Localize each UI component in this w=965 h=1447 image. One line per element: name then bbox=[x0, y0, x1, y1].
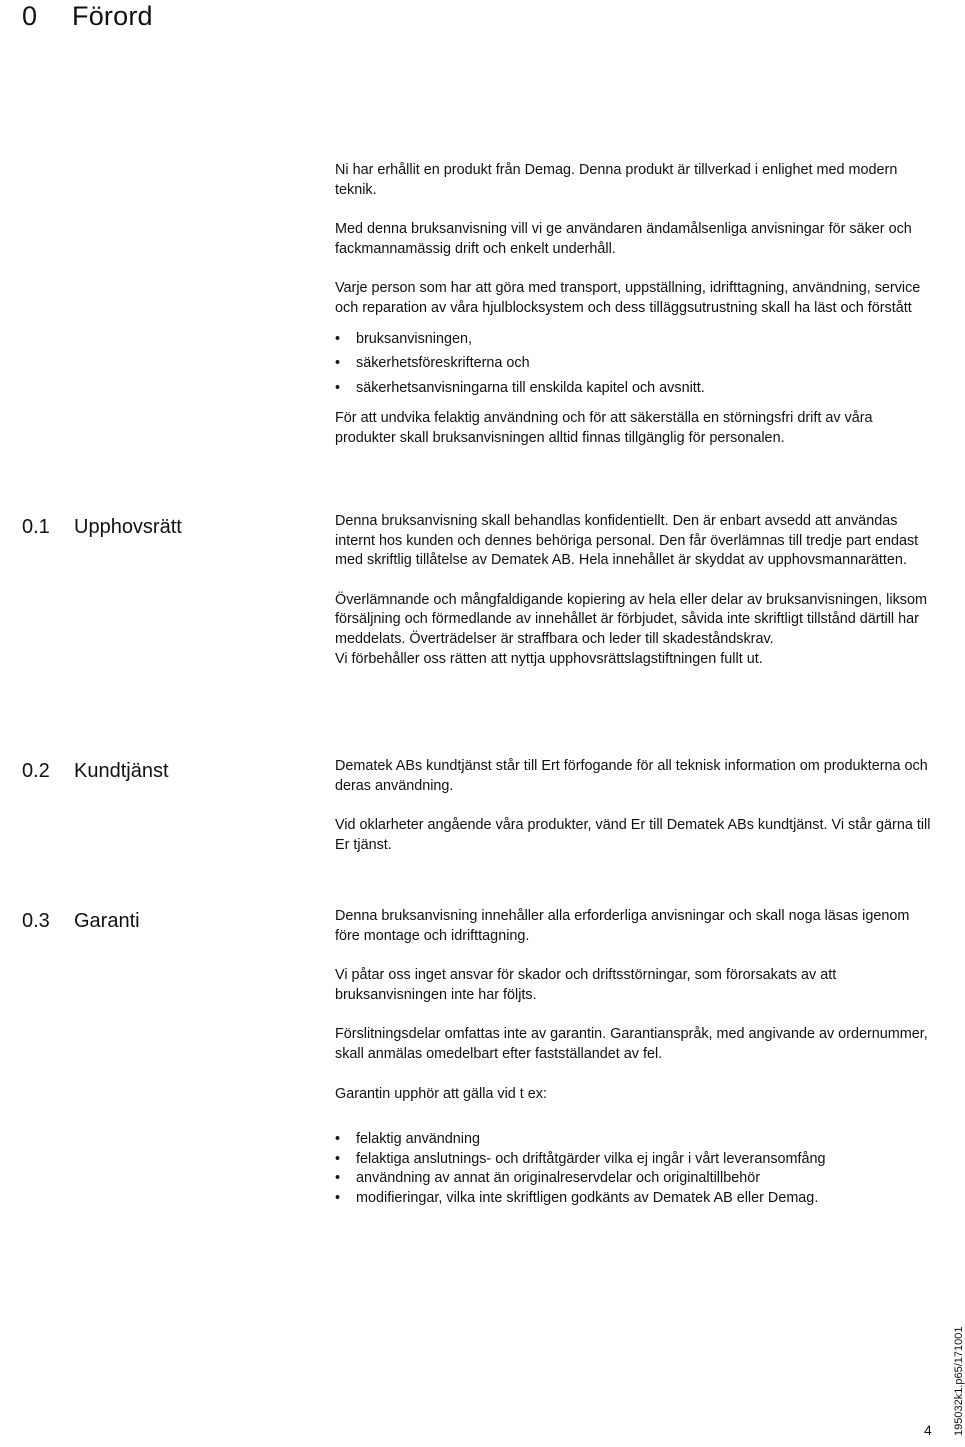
bullet-icon: • bbox=[335, 1131, 341, 1148]
section-number: 0.2 bbox=[22, 760, 50, 782]
section-heading-kundtjanst bbox=[22, 759, 169, 783]
bullet-icon: • bbox=[335, 1170, 341, 1187]
section-heading-garanti bbox=[22, 909, 140, 933]
bullet-icon: • bbox=[335, 379, 341, 396]
section-title: Garanti bbox=[74, 910, 140, 932]
intro-paragraph-2: Med denna bruksanvisning vill vi ge användaren ändamålsenliga anvisningar för säker och fackmannamässig drift och enkelt underhåll. bbox=[335, 221, 912, 257]
list-item-text: säkerhetsanvisningarna till enskilda kapitel och avsnitt. bbox=[356, 379, 705, 396]
bullet-icon: • bbox=[335, 1189, 341, 1206]
section-title: Upphovsrätt bbox=[74, 516, 182, 538]
kundtjanst-paragraph-2: Vid oklarheter angående våra produkter, vänd Er till Dematek ABs kundtjänst. Vi står gärna till Er tjänst. bbox=[335, 817, 931, 853]
list-item bbox=[335, 330, 935, 350]
list-item-text: modifieringar, vilka inte skriftligen godkänts av Dematek AB eller Demag. bbox=[356, 1189, 819, 1206]
kundtjanst-paragraph-1: Dematek ABs kundtjänst står till Ert förfogande för all teknisk information om produkterna och deras användning. bbox=[335, 758, 928, 794]
list-item-text: felaktig användning bbox=[356, 1131, 481, 1148]
list-item-text: användning av annat än originalreservdelar och originaltillbehör bbox=[356, 1170, 760, 1187]
section-title: Kundtjänst bbox=[74, 760, 169, 782]
section-number: 0.1 bbox=[22, 516, 50, 538]
section-heading-upphovsratt bbox=[22, 515, 182, 539]
garanti-paragraph-3: Förslitningsdelar omfattas inte av garantin. Garantianspråk, med angivande av ordernummer, skall anmälas omedelbart efter fastställandet av fel. bbox=[335, 1026, 928, 1062]
list-item bbox=[335, 1130, 935, 1150]
garanti-paragraph-1: Denna bruksanvisning innehåller alla erforderliga anvisningar och skall noga läsas igenom före montage och idrifttagning. bbox=[335, 908, 910, 944]
list-item bbox=[335, 1189, 935, 1209]
garanti-paragraph-4: Garantin upphör att gälla vid t ex: bbox=[335, 1085, 547, 1102]
garanti-list bbox=[335, 1130, 935, 1208]
intro-paragraph-4: För att undvika felaktig användning och för att säkerställa en störningsfri drift av våra produkter skall bruksanvisningen alltid finnas tillgänglig för personalen. bbox=[335, 410, 873, 446]
section-upphovsratt-body bbox=[335, 512, 935, 669]
list-item bbox=[335, 1169, 935, 1189]
bullet-icon: • bbox=[335, 355, 341, 372]
page-number: 4 bbox=[924, 1422, 932, 1438]
list-item-text: felaktiga anslutnings- och driftåtgärder vilka ej ingår i vårt leveransomfång bbox=[356, 1150, 826, 1167]
list-item bbox=[335, 1150, 935, 1170]
garanti-paragraph-2: Vi påtar oss inget ansvar för skador och driftsstörningar, som förorsakats av att bruksanvisningen inte har följts. bbox=[335, 967, 837, 1003]
section-kundtjanst-body bbox=[335, 757, 935, 855]
intro-block bbox=[335, 161, 935, 449]
upphovsratt-paragraph-2: Överlämnande och mångfaldigande kopiering av hela eller delar av bruksanvisningen, liksom försäljning och förmedlande av innehållet är förbjudet, såvida inte skriftligt tillstånd därtill har meddelats. Överträdelser är straffbara och leder till skadeståndskrav. bbox=[335, 591, 927, 647]
document-code: 195032k1.p65/171001 bbox=[953, 1326, 965, 1436]
list-item-text: säkerhetsföreskrifterna och bbox=[356, 355, 530, 372]
list-item bbox=[335, 354, 935, 374]
chapter-number: 0 bbox=[22, 1, 38, 31]
chapter-title-text: Förord bbox=[72, 1, 153, 31]
chapter-title bbox=[22, 0, 153, 32]
list-item bbox=[335, 379, 935, 399]
list-item-text: bruksanvisningen, bbox=[356, 330, 472, 347]
intro-list bbox=[335, 330, 935, 399]
section-number: 0.3 bbox=[22, 910, 50, 932]
bullet-icon: • bbox=[335, 1150, 341, 1167]
upphovsratt-paragraph-1: Denna bruksanvisning skall behandlas konfidentiellt. Den är enbart avsedd att användas internt hos kunden och dennes behöriga personal. Den får överlämnas till tredje part endast med skriftlig tillåtelse av Dematek AB. Hela innehållet är skyddat av upphovsmannarätten. bbox=[335, 513, 919, 569]
intro-paragraph-3: Varje person som har att göra med transport, uppställning, idrifttagning, användning, service och reparation av våra hjulblocksystem och dess tilläggsutrustning skall ha läst och förstått bbox=[335, 280, 921, 316]
upphovsratt-paragraph-3: Vi förbehåller oss rätten att nyttja upphovsrättslagstiftningen fullt ut. bbox=[335, 650, 763, 667]
section-garanti-body bbox=[335, 907, 935, 1209]
intro-paragraph-1: Ni har erhållit en produkt från Demag. Denna produkt är tillverkad i enlighet med modern teknik. bbox=[335, 162, 898, 198]
bullet-icon: • bbox=[335, 330, 341, 347]
